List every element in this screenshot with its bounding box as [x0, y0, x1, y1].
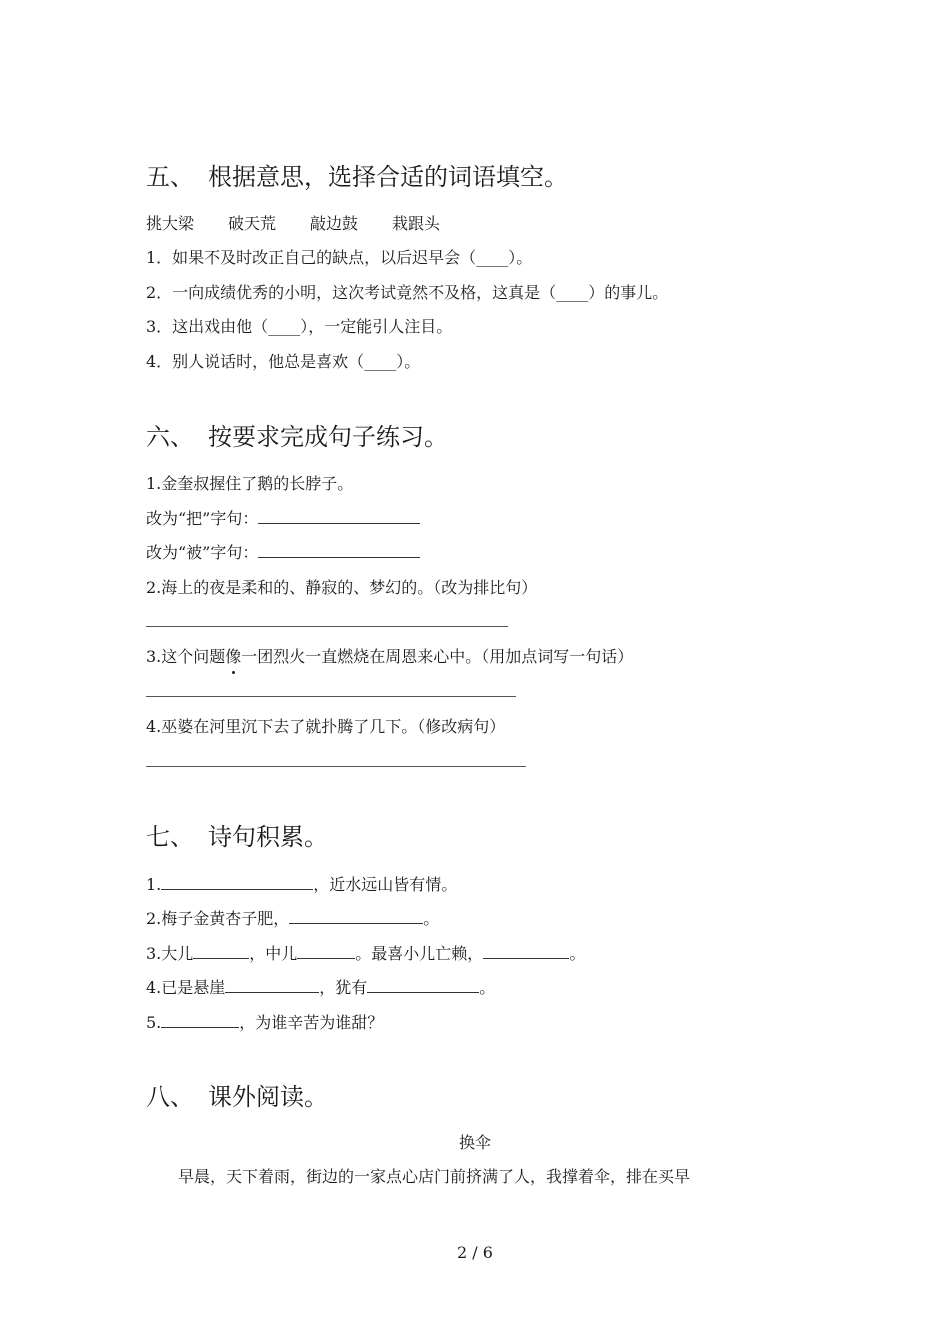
- answer-blank[interactable]: [367, 978, 479, 993]
- answer-line[interactable]: [146, 626, 508, 627]
- poem-line-1: 1. ，近水远山皆有情。: [146, 875, 458, 894]
- s5-question-1: 1．如果不及时改正自己的缺点，以后迟早会（____）。: [146, 248, 533, 267]
- section-6-heading: [146, 417, 448, 452]
- section-7-title: 诗句积累。: [208, 823, 328, 851]
- poem-line-5: 5. ，为谁辛苦为谁甜？: [146, 1013, 384, 1032]
- section-8-number: 八、: [146, 1083, 194, 1111]
- option-word: 挑大梁: [146, 214, 195, 233]
- poem-line-2: 2.梅子金黄杏子肥， 。: [146, 909, 440, 928]
- section-6-number: 六、: [146, 423, 194, 451]
- answer-line[interactable]: [146, 766, 526, 767]
- section-5-number: 五、: [146, 163, 194, 191]
- option-word: 栽跟头: [392, 214, 441, 233]
- section-8-title: 课外阅读。: [208, 1083, 328, 1111]
- poem-line-3: 3.大儿 ，中儿 。最喜小儿亡赖， 。: [146, 944, 586, 963]
- fill-blank[interactable]: ____: [476, 248, 509, 267]
- passage-text: 早晨，天下着雨，街边的一家点心店门前挤满了人，我撑着伞，排在买早: [178, 1167, 691, 1186]
- fill-blank[interactable]: ____: [364, 352, 397, 371]
- answer-line[interactable]: [146, 696, 516, 697]
- answer-blank[interactable]: [161, 875, 313, 890]
- section-6-title: 按要求完成句子练习。: [208, 423, 448, 451]
- answer-blank[interactable]: [289, 909, 423, 924]
- answer-blank[interactable]: [483, 944, 569, 959]
- fill-blank[interactable]: ____: [268, 317, 301, 336]
- section-8-heading: [146, 1077, 328, 1112]
- s6-question-3: 3.这个问题像一团烈火一直燃烧在周恩来心中。（用加点词写一句话）: [146, 644, 633, 667]
- s6-q1-ba-sentence: 改为“把”字句：: [146, 506, 420, 529]
- section-7-number: 七、: [146, 823, 194, 851]
- s5-question-2: 2．一向成绩优秀的小明，这次考试竟然不及格，这真是（____）的事儿。: [146, 283, 669, 302]
- option-word: 破天荒: [228, 214, 277, 233]
- answer-blank[interactable]: [258, 509, 420, 524]
- option-word: 敲边鼓: [310, 214, 359, 233]
- section-5-title: 根据意思，选择合适的词语填空。: [208, 163, 568, 191]
- answer-blank[interactable]: [258, 543, 420, 558]
- s5-question-3: 3．这出戏由他（____），一定能引人注目。: [146, 317, 453, 336]
- answer-blank[interactable]: [225, 978, 319, 993]
- section-5-heading: [146, 157, 568, 192]
- s6-q1-bei-sentence: 改为“被”字句：: [146, 540, 420, 563]
- s5-question-4: 4．别人说话时，他总是喜欢（____）。: [146, 352, 421, 371]
- passage-title: 换伞: [458, 1133, 491, 1152]
- s6-question-4: 4.巫婆在河里沉下去了就扑腾了几下。（修改病句）: [146, 717, 506, 736]
- answer-blank[interactable]: [193, 944, 249, 959]
- section-7-heading: [146, 817, 328, 852]
- s6-question-2: 2.海上的夜是柔和的、静寂的、梦幻的。（改为排比句）: [146, 578, 538, 597]
- poem-line-4: 4.已是悬崖 ，犹有 。: [146, 978, 496, 997]
- fill-blank[interactable]: ____: [556, 283, 589, 302]
- dotted-word: 像: [225, 644, 241, 667]
- answer-blank[interactable]: [297, 944, 355, 959]
- word-options: [146, 211, 474, 234]
- s6-question-1: 1.金奎叔握住了鹅的长脖子。: [146, 474, 354, 493]
- answer-blank[interactable]: [161, 1013, 239, 1028]
- page-number: 2 / 6: [457, 1243, 493, 1262]
